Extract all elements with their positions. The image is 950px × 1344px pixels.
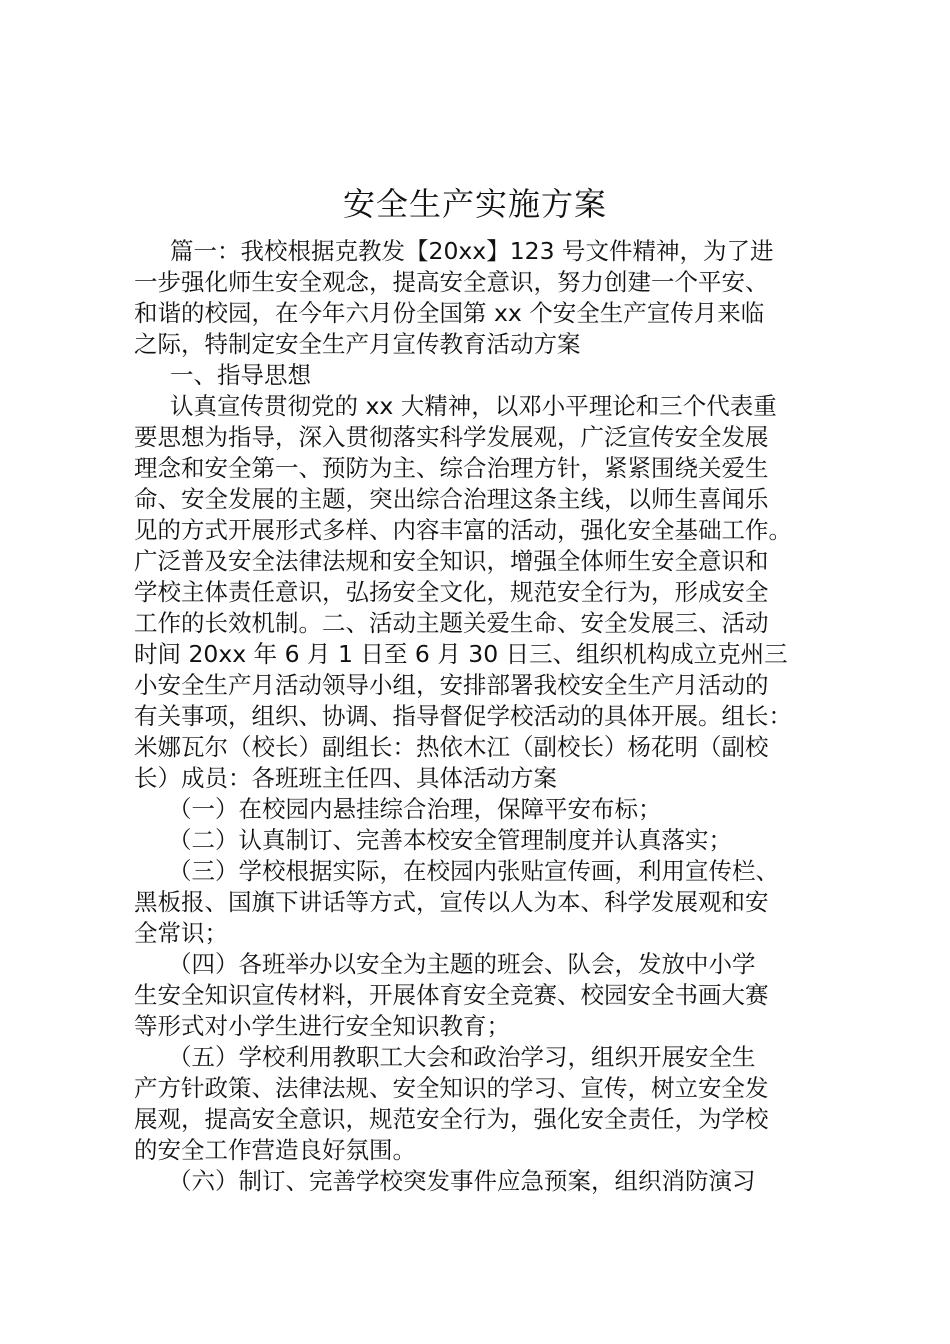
text-line: 小安全生产月活动领导小组，安排部署我校安全生产月活动的 — [134, 671, 769, 699]
list-item: （三）学校根据实际，在校园内张贴宣传画，利用宣传栏、 — [168, 857, 779, 885]
text-line: 产方针政策、法律法规、安全知识的学习、宣传，树立安全发 — [134, 1074, 769, 1102]
text-line: 命、安全发展的主题，突出综合治理这条主线，以师生喜闻乐 — [134, 485, 769, 513]
text-line: 理念和安全第一、预防为主、综合治理方针，紧紧围绕关爱生 — [134, 454, 769, 482]
list-item: （一）在校园内悬挂综合治理，保障平安布标； — [168, 795, 662, 823]
text-line: 长）成员：各班班主任四、具体活动方案 — [134, 764, 557, 792]
document-body — [134, 236, 846, 1197]
text-line: 一步强化师生安全观念，提高安全意识，努力创建一个平安、 — [134, 268, 769, 296]
list-item: （五）学校利用教职工大会和政治学习，组织开展安全生 — [168, 1043, 756, 1071]
document-title: 安全生产实施方案 — [342, 185, 607, 223]
text-line: 有关事项，组织、协调、指导督促学校活动的具体开展。组长： — [134, 702, 792, 730]
text-line: 生安全知识宣传材料，开展体育安全竞赛、校园安全书画大赛 — [134, 981, 769, 1009]
text-line: 要思想为指导，深入贯彻落实科学发展观，广泛宣传安全发展 — [134, 423, 769, 451]
text-line: 米娜瓦尔（校长）副组长：热依木江（副校长）杨花明（副校 — [134, 733, 769, 761]
list-item: （二）认真制订、完善本校安全管理制度并认真落实； — [168, 826, 732, 854]
text-line: 时间 20xx 年 6 月 1 日至 6 月 30 日三、组织机构成立克州三 — [134, 640, 788, 668]
text-line: 全常识； — [134, 919, 228, 947]
text-line: 等形式对小学生进行安全知识教育； — [134, 1012, 510, 1040]
text-line: 的安全工作营造良好氛围。 — [134, 1136, 416, 1164]
text-line: 黑板报、国旗下讲话等方式，宣传以人为本、科学发展观和安 — [134, 888, 769, 916]
text-line: 和谐的校园，在今年六月份全国第 xx 个安全生产宣传月来临 — [134, 299, 765, 327]
text-line: 篇一：我校根据克教发【20xx】123 号文件精神，为了进 — [170, 237, 774, 265]
text-line: 学校主体责任意识，弘扬安全文化，规范安全行为，形成安全 — [134, 578, 769, 606]
list-item: （四）各班举办以安全为主题的班会、队会，发放中小学 — [168, 950, 756, 978]
text-line: 工作的长效机制。二、活动主题关爱生命、安全发展三、活动 — [134, 609, 769, 637]
section-heading: 一、指导思想 — [170, 361, 311, 389]
list-item: （六）制订、完善学校突发事件应急预案，组织消防演习 — [168, 1167, 756, 1195]
text-line: 认真宣传贯彻党的 xx 大精神，以邓小平理论和三个代表重 — [170, 392, 777, 420]
text-line: 广泛普及安全法律法规和安全知识，增强全体师生安全意识和 — [134, 547, 769, 575]
text-line: 见的方式开展形式多样、内容丰富的活动，强化安全基础工作。 — [134, 516, 792, 544]
text-line: 展观，提高安全意识，规范安全行为，强化安全责任，为学校 — [134, 1105, 769, 1133]
text-line: 之际，特制定安全生产月宣传教育活动方案 — [134, 330, 581, 358]
